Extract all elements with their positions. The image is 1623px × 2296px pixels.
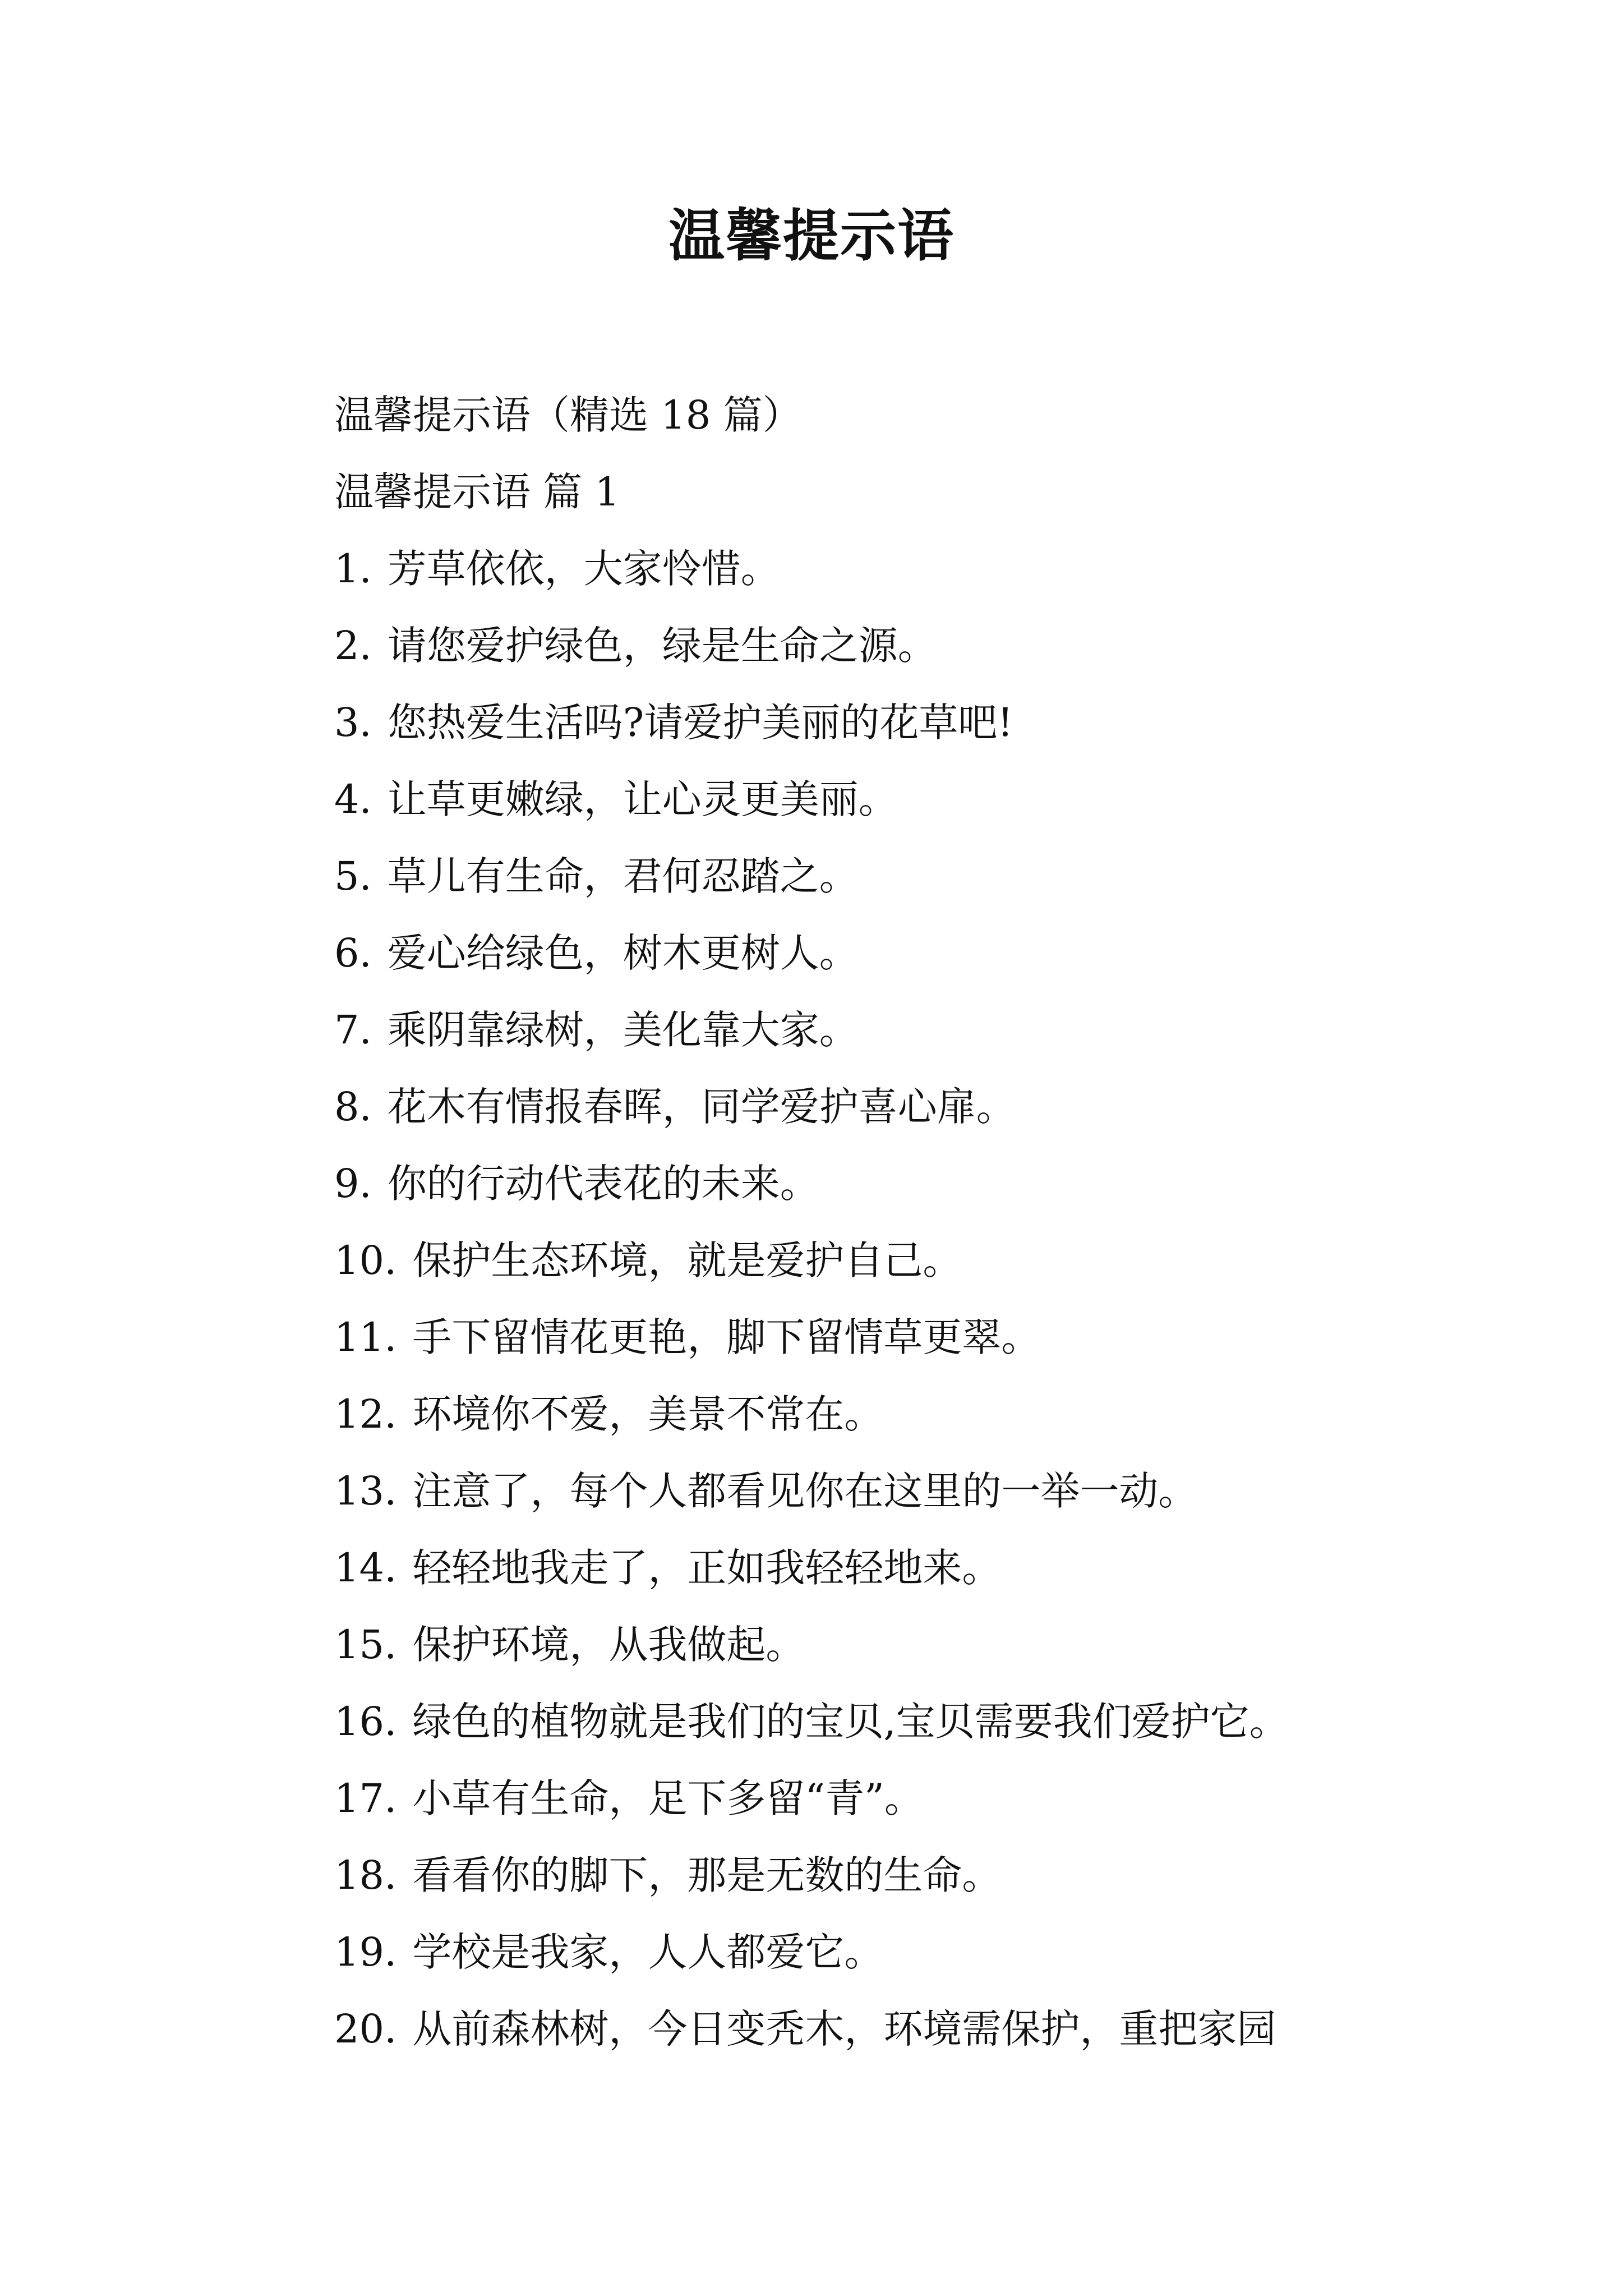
- item-text: 手下留情花更艳，脚下留情草更翠。: [412, 1314, 1041, 1360]
- list-item: [334, 1683, 1512, 1760]
- list-item: [334, 838, 1512, 915]
- list-item: [334, 1222, 1512, 1299]
- collection-heading: 温馨提示语（精选 18 篇）: [334, 392, 802, 438]
- list-item: [334, 1837, 1512, 1914]
- item-text: 小草有生命，足下多留“青”。: [412, 1775, 924, 1821]
- document-title: 温馨提示语: [668, 203, 955, 269]
- item-text: 保护环境，从我做起。: [412, 1622, 805, 1668]
- section-heading: 温馨提示语 篇 1: [334, 469, 620, 515]
- item-text: 您热爱生活吗?请爱护美丽的花草吧!: [387, 700, 1013, 746]
- item-text: 轻轻地我走了，正如我轻轻地来。: [412, 1545, 1002, 1591]
- item-number: 7.: [334, 1007, 372, 1053]
- item-text: 让草更嫩绿，让心灵更美丽。: [387, 776, 898, 822]
- item-number: 1.: [334, 546, 372, 592]
- list-item: [334, 1760, 1512, 1837]
- item-text: 你的行动代表花的未来。: [387, 1161, 819, 1207]
- list-item: [334, 1069, 1512, 1145]
- item-number: 5.: [334, 853, 372, 899]
- list-item: [334, 1991, 1512, 2068]
- item-text: 注意了，每个人都看见你在这里的一举一动。: [412, 1468, 1198, 1514]
- list-item: [334, 1376, 1512, 1453]
- item-text: 看看你的脚下，那是无数的生命。: [412, 1852, 1002, 1898]
- list-item: [334, 608, 1512, 684]
- item-text: 爱心给绿色，树木更树人。: [387, 930, 859, 976]
- item-number: 14.: [334, 1545, 397, 1591]
- item-number: 19.: [334, 1929, 397, 1975]
- item-number: 18.: [334, 1852, 397, 1898]
- list-item: [334, 1299, 1512, 1376]
- item-text: 环境你不爱，美景不常在。: [412, 1391, 884, 1437]
- list-item: [334, 1607, 1512, 1683]
- item-number: 10.: [334, 1237, 397, 1283]
- list-item: [334, 1530, 1512, 1607]
- item-number: 4.: [334, 776, 372, 822]
- item-text: 花木有情报春晖，同学爱护喜心扉。: [387, 1084, 1016, 1130]
- item-text: 乘阴靠绿树，美化靠大家。: [387, 1007, 859, 1053]
- document-body: [334, 377, 1512, 2068]
- item-text: 草儿有生命，君何忍踏之。: [387, 853, 859, 899]
- list-item: [334, 531, 1512, 608]
- item-number: 6.: [334, 930, 372, 976]
- list-item: [334, 761, 1512, 838]
- item-text: 芳草依依，大家怜惜。: [387, 546, 780, 592]
- item-number: 11.: [334, 1314, 397, 1360]
- item-number: 12.: [334, 1391, 397, 1437]
- item-text: 学校是我家，人人都爱它。: [412, 1929, 884, 1975]
- item-number: 3.: [334, 700, 372, 746]
- item-text: 从前森林树，今日变秃木，环境需保护，重把家园: [412, 2006, 1276, 2052]
- item-number: 15.: [334, 1622, 397, 1668]
- item-text: 保护生态环境，就是爱护自己。: [412, 1237, 962, 1283]
- list-item: [334, 915, 1512, 992]
- item-number: 16.: [334, 1699, 397, 1745]
- item-number: 2.: [334, 623, 372, 669]
- item-number: 8.: [334, 1084, 372, 1130]
- item-text: 请您爱护绿色，绿是生命之源。: [387, 623, 937, 669]
- item-number: 20.: [334, 2006, 397, 2052]
- item-number: 17.: [334, 1775, 397, 1821]
- item-text: 绿色的植物就是我们的宝贝,宝贝需要我们爱护它。: [412, 1699, 1289, 1745]
- list-item: [334, 684, 1512, 761]
- item-number: 13.: [334, 1468, 397, 1514]
- list-item: [334, 1145, 1512, 1222]
- list-item: [334, 1453, 1512, 1530]
- list-item: [334, 992, 1512, 1069]
- item-number: 9.: [334, 1161, 372, 1207]
- list-item: [334, 1914, 1512, 1991]
